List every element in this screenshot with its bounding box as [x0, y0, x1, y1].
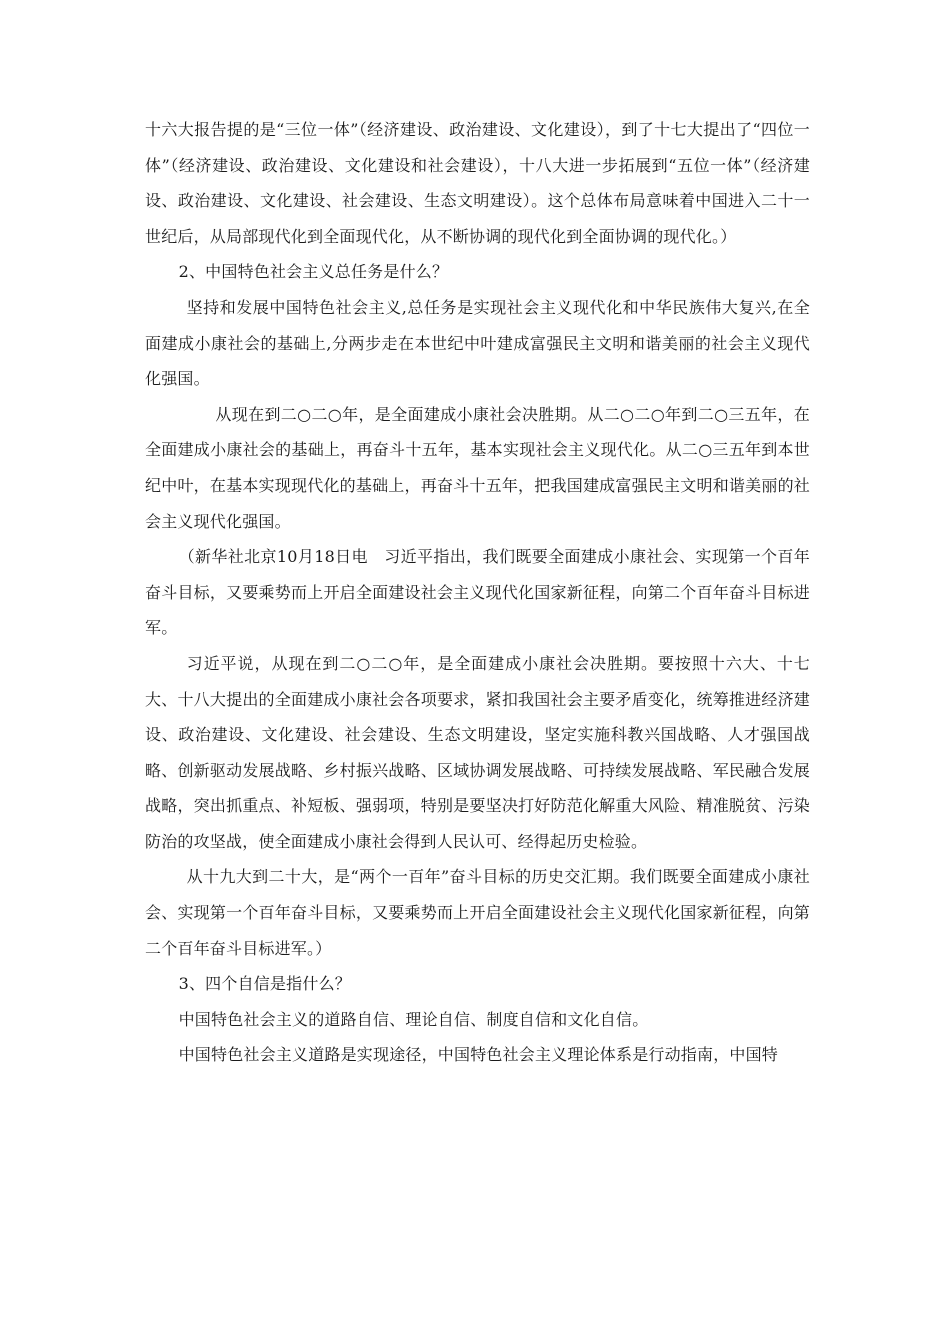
- paragraph-xinhua-report: （新华社北京10月18日电 习近平指出，我们既要全面建成小康社会、实现第一个百年奋斗目标，又要乘势而上开启全面建设社会主义现代化国家新征程，向第二个百年奋斗目标进军。: [145, 547, 810, 638]
- paragraph-decisive-stage: 习近平说，从现在到二○二○年，是全面建成小康社会决胜期。要按照十六大、十七大、十八大提出的全面建成小康社会各项要求，紧扣我国社会主要矛盾变化，统筹推进经济建设、政治建设、文化建设、社会建设、生态文明建设，坚定实施科教兴国战略、人才强国战略、创新驱动发展战略、乡村振兴战略、区域协调发展战略、可持续发展战略、军民融合发展战略，突出抓重点、补短板、强弱项，特别是要坚决打好防范化解重大风险、精准脱贫、污染防治的攻坚战，使全面建成小康社会得到人民认可、经得起历史检验。: [145, 653, 810, 851]
- paragraph-historic-convergence: 从十九大到二十大，是“两个一百年”奋斗目标的历史交汇期。我们既要全面建成小康社会、实现第一个百年奋斗目标，又要乘势而上开启全面建设社会主义现代化国家新征程，向第二个百年奋斗目标进军。）: [145, 867, 810, 958]
- paragraph-five-in-one-layout: 十六大报告提的是“三位一体”（经济建设、政治建设、文化建设），到了十七大提出了“四位一体”（经济建设、政治建设、文化建设和社会建设），十八大进一步拓展到“五位一体”（经济建设、政治建设、文化建设、社会建设、生态文明建设）。这个总体布局意味着中国进入二十一世纪后，从局部现代化到全面现代化，从不断协调的现代化到全面协调的现代化。）: [145, 120, 810, 246]
- paragraph-general-task: 坚持和发展中国特色社会主义,总任务是实现社会主义现代化和中华民族伟大复兴,在全面建成小康社会的基础上,分两步走在本世纪中叶建成富强民主文明和谐美丽的社会主义现代化强国。: [145, 297, 810, 389]
- question-heading-2: 2、中国特色社会主义总任务是什么？: [178, 262, 449, 282]
- paragraph-two-step-plan: 从现在到二○二○年，是全面建成小康社会决胜期。从二○二○年到二○三五年，在全面建成小康社会的基础上，再奋斗十五年，基本实现社会主义现代化。从二○三五年到本世纪中叶，在基本实现现代化的基础上，再奋斗十五年，把我国建成富强民主文明和谐美丽的社会主义现代化强国。: [145, 404, 810, 531]
- paragraph-path-theory-system: 中国特色社会主义道路是实现途径，中国特色社会主义理论体系是行动指南，中国特: [178, 1045, 778, 1065]
- question-heading-3: 3、四个自信是指什么？: [178, 974, 351, 994]
- paragraph-four-confidences: 中国特色社会主义的道路自信、理论自信、制度自信和文化自信。: [178, 1009, 649, 1029]
